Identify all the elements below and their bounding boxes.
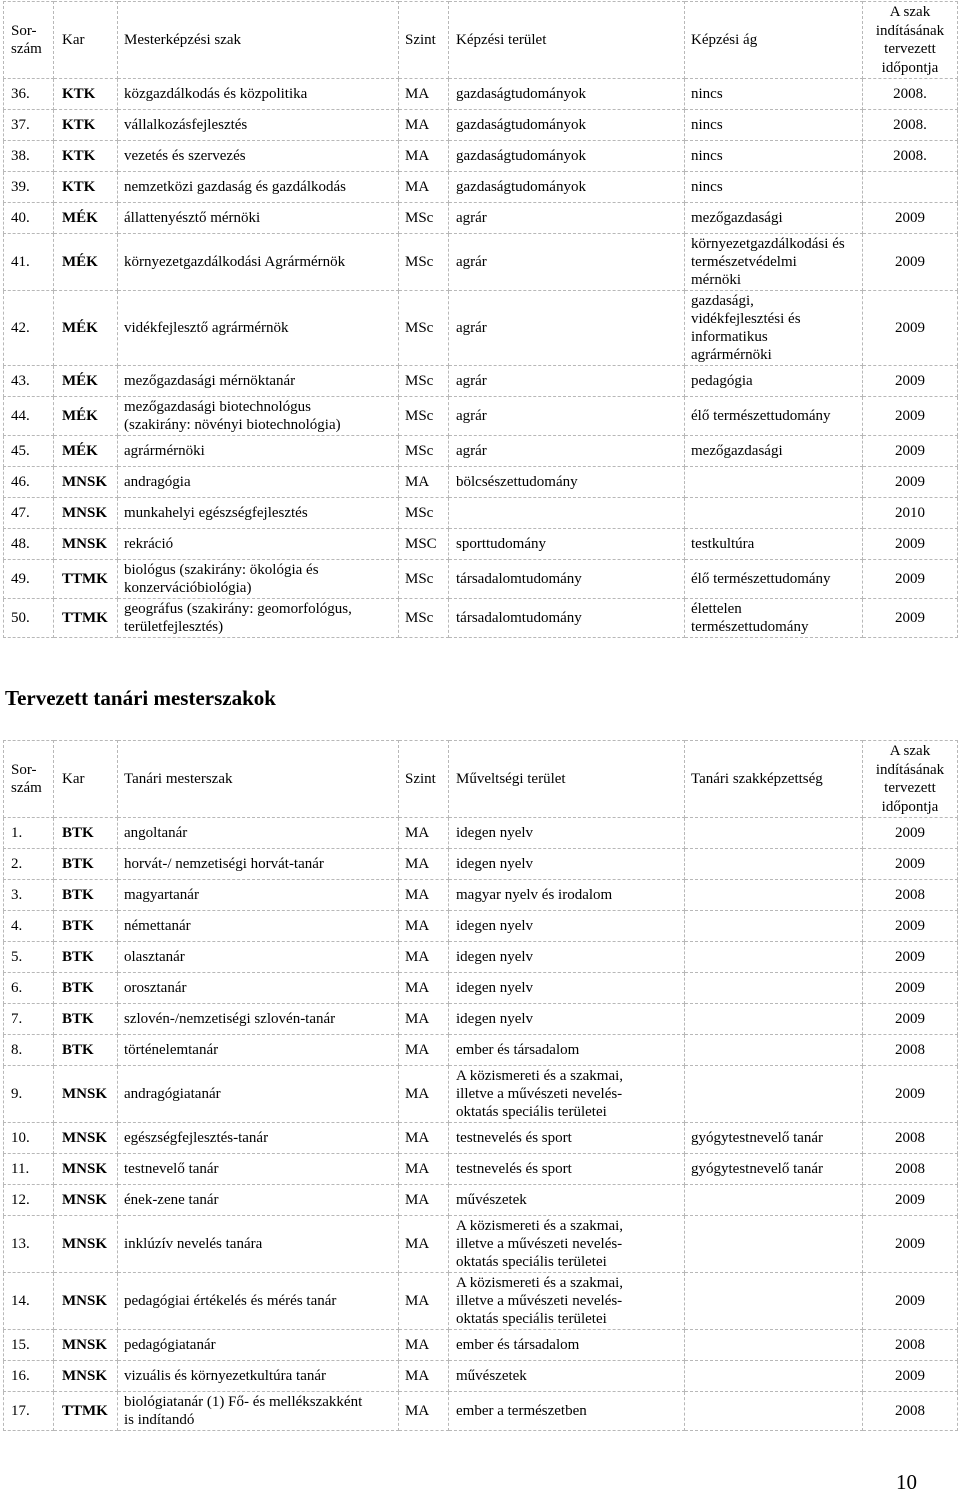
cell-level: MA (399, 1066, 449, 1123)
cell-training-branch: élettelen természettudomány (685, 599, 863, 638)
cell-teacher-qualification (685, 818, 863, 849)
table-row (4, 1123, 958, 1154)
table-row (4, 110, 958, 141)
cell-training-field: gazdaságtudományok (449, 141, 685, 172)
cell-row-number: 1. (4, 818, 54, 849)
cell-subject-area: testnevelés és sport (449, 1123, 685, 1154)
cell-teacher-qualification (685, 973, 863, 1004)
cell-subject-area: A közismereti és a szakmai, illetve a művészeti nevelés- oktatás speciális területei (449, 1273, 685, 1330)
cell-planned-start: 2008 (863, 1035, 958, 1066)
cell-planned-start: 2008 (863, 880, 958, 911)
table-row (4, 1392, 958, 1431)
cell-training-field: sporttudomány (449, 529, 685, 560)
table-row (4, 498, 958, 529)
cell-faculty: MÉK (54, 436, 118, 467)
table-row (4, 560, 958, 599)
cell-subject-area: magyar nyelv és irodalom (449, 880, 685, 911)
cell-teacher-qualification (685, 849, 863, 880)
cell-faculty: MNSK (54, 498, 118, 529)
cell-row-number: 4. (4, 911, 54, 942)
cell-faculty: BTK (54, 942, 118, 973)
cell-teacher-program: egészségfejlesztés-tanár (118, 1123, 399, 1154)
cell-subject-area: ember a természetben (449, 1392, 685, 1431)
cell-planned-start: 2008 (863, 1330, 958, 1361)
cell-faculty: MNSK (54, 1216, 118, 1273)
cell-level: MSc (399, 436, 449, 467)
cell-teacher-qualification: gyógytestnevelő tanár (685, 1123, 863, 1154)
cell-training-branch: pedagógia (685, 366, 863, 397)
cell-level: MA (399, 818, 449, 849)
cell-master-program: vidékfejlesztő agrármérnök (118, 291, 399, 366)
column-header-subject-area: Műveltségi terület (449, 741, 685, 818)
cell-faculty: MNSK (54, 1066, 118, 1123)
cell-level: MA (399, 172, 449, 203)
cell-master-program: vállalkozásfejlesztés (118, 110, 399, 141)
cell-training-field: agrár (449, 234, 685, 291)
cell-training-branch: élő természettudomány (685, 560, 863, 599)
column-header-level: Szint (399, 741, 449, 818)
cell-teacher-program: némettanár (118, 911, 399, 942)
cell-planned-start: 2009 (863, 560, 958, 599)
cell-training-field: társadalomtudomány (449, 599, 685, 638)
cell-master-program: nemzetközi gazdaság és gazdálkodás (118, 172, 399, 203)
cell-teacher-qualification (685, 880, 863, 911)
cell-level: MA (399, 467, 449, 498)
header-row (4, 2, 958, 79)
table-row (4, 172, 958, 203)
master-programs-table (3, 1, 958, 638)
cell-row-number: 40. (4, 203, 54, 234)
table-row (4, 467, 958, 498)
cell-planned-start (863, 172, 958, 203)
cell-level: MA (399, 1035, 449, 1066)
cell-level: MA (399, 1392, 449, 1431)
cell-master-program: andragógia (118, 467, 399, 498)
cell-subject-area: idegen nyelv (449, 911, 685, 942)
cell-teacher-program: szlovén-/nemzetiségi szlovén-tanár (118, 1004, 399, 1035)
cell-master-program: munkahelyi egészségfejlesztés (118, 498, 399, 529)
cell-planned-start: 2009 (863, 1185, 958, 1216)
cell-teacher-qualification (685, 942, 863, 973)
cell-planned-start: 2009 (863, 911, 958, 942)
cell-planned-start: 2009 (863, 942, 958, 973)
cell-teacher-program: történelemtanár (118, 1035, 399, 1066)
cell-master-program: közgazdálkodás és közpolitika (118, 79, 399, 110)
table-row (4, 203, 958, 234)
cell-planned-start: 2008 (863, 1392, 958, 1431)
cell-row-number: 15. (4, 1330, 54, 1361)
cell-row-number: 11. (4, 1154, 54, 1185)
cell-level: MSC (399, 529, 449, 560)
cell-row-number: 50. (4, 599, 54, 638)
cell-level: MA (399, 973, 449, 1004)
cell-row-number: 38. (4, 141, 54, 172)
cell-row-number: 17. (4, 1392, 54, 1431)
cell-row-number: 10. (4, 1123, 54, 1154)
cell-teacher-qualification (685, 1361, 863, 1392)
cell-row-number: 43. (4, 366, 54, 397)
cell-training-branch: gazdasági, vidékfejlesztési és informatikus agrármérnöki (685, 291, 863, 366)
cell-row-number: 2. (4, 849, 54, 880)
cell-row-number: 45. (4, 436, 54, 467)
cell-training-field (449, 498, 685, 529)
cell-row-number: 3. (4, 880, 54, 911)
cell-training-field: gazdaságtudományok (449, 79, 685, 110)
cell-faculty: MNSK (54, 1330, 118, 1361)
cell-training-branch (685, 498, 863, 529)
cell-row-number: 8. (4, 1035, 54, 1066)
cell-faculty: MÉK (54, 203, 118, 234)
cell-level: MA (399, 1273, 449, 1330)
cell-subject-area: művészetek (449, 1185, 685, 1216)
section-title: Tervezett tanári mesterszakok (5, 686, 276, 710)
cell-faculty: MNSK (54, 1123, 118, 1154)
cell-planned-start: 2009 (863, 436, 958, 467)
cell-teacher-qualification (685, 1330, 863, 1361)
cell-teacher-qualification (685, 1392, 863, 1431)
cell-training-branch (685, 467, 863, 498)
table-row (4, 436, 958, 467)
column-header-master-program: Mesterképzési szak (118, 2, 399, 79)
cell-row-number: 42. (4, 291, 54, 366)
header-row (4, 741, 958, 818)
cell-row-number: 49. (4, 560, 54, 599)
cell-subject-area: idegen nyelv (449, 973, 685, 1004)
cell-planned-start: 2008. (863, 141, 958, 172)
cell-teacher-program: olasztanár (118, 942, 399, 973)
cell-master-program: agrármérnöki (118, 436, 399, 467)
cell-planned-start: 2009 (863, 599, 958, 638)
cell-faculty: BTK (54, 880, 118, 911)
column-header-faculty: Kar (54, 2, 118, 79)
column-header-training-field: Képzési terület (449, 2, 685, 79)
table-row (4, 973, 958, 1004)
cell-row-number: 9. (4, 1066, 54, 1123)
cell-training-field: társadalomtudomány (449, 560, 685, 599)
cell-level: MA (399, 110, 449, 141)
cell-teacher-program: andragógiatanár (118, 1066, 399, 1123)
cell-faculty: MNSK (54, 1185, 118, 1216)
table-row (4, 1066, 958, 1123)
cell-training-branch: élő természettudomány (685, 397, 863, 436)
cell-planned-start: 2010 (863, 498, 958, 529)
cell-level: MSc (399, 397, 449, 436)
cell-master-program: biológus (szakirány: ökológia és konzervációbiológia) (118, 560, 399, 599)
cell-planned-start: 2009 (863, 467, 958, 498)
table-row (4, 911, 958, 942)
cell-row-number: 41. (4, 234, 54, 291)
cell-subject-area: testnevelés és sport (449, 1154, 685, 1185)
cell-master-program: mezőgazdasági biotechnológus (szakirány: növényi biotechnológia) (118, 397, 399, 436)
cell-row-number: 37. (4, 110, 54, 141)
cell-level: MA (399, 1216, 449, 1273)
cell-subject-area: idegen nyelv (449, 1004, 685, 1035)
cell-faculty: MÉK (54, 397, 118, 436)
cell-training-branch: nincs (685, 172, 863, 203)
cell-subject-area: idegen nyelv (449, 849, 685, 880)
cell-faculty: MNSK (54, 1361, 118, 1392)
column-header-teacher-qualification: Tanári szakképzettség (685, 741, 863, 818)
cell-training-field: agrár (449, 203, 685, 234)
cell-subject-area: A közismereti és a szakmai, illetve a művészeti nevelés- oktatás speciális területei (449, 1216, 685, 1273)
table-row (4, 529, 958, 560)
table-row (4, 366, 958, 397)
cell-planned-start: 2008. (863, 79, 958, 110)
cell-teacher-qualification (685, 1273, 863, 1330)
cell-planned-start: 2009 (863, 234, 958, 291)
cell-faculty: TTMK (54, 560, 118, 599)
cell-training-branch: környezetgazdálkodási és természetvédelmi mérnöki (685, 234, 863, 291)
cell-training-branch: mezőgazdasági (685, 203, 863, 234)
cell-planned-start: 2009 (863, 1004, 958, 1035)
cell-faculty: BTK (54, 818, 118, 849)
table-row (4, 1154, 958, 1185)
cell-faculty: TTMK (54, 599, 118, 638)
cell-faculty: MNSK (54, 467, 118, 498)
cell-planned-start: 2009 (863, 529, 958, 560)
table-header (4, 741, 958, 818)
table-row (4, 141, 958, 172)
cell-planned-start: 2009 (863, 849, 958, 880)
cell-planned-start: 2009 (863, 818, 958, 849)
cell-row-number: 47. (4, 498, 54, 529)
cell-row-number: 16. (4, 1361, 54, 1392)
cell-teacher-program: pedagógiatanár (118, 1330, 399, 1361)
cell-teacher-qualification: gyógytestnevelő tanár (685, 1154, 863, 1185)
cell-teacher-qualification (685, 1004, 863, 1035)
cell-level: MA (399, 79, 449, 110)
cell-training-field: bölcsészettudomány (449, 467, 685, 498)
cell-teacher-program: angoltanár (118, 818, 399, 849)
cell-subject-area: művészetek (449, 1361, 685, 1392)
table-row (4, 79, 958, 110)
cell-training-branch: nincs (685, 110, 863, 141)
table-row (4, 942, 958, 973)
cell-row-number: 13. (4, 1216, 54, 1273)
table-row (4, 1330, 958, 1361)
table-body (4, 79, 958, 638)
cell-subject-area: ember és társadalom (449, 1035, 685, 1066)
cell-level: MA (399, 1185, 449, 1216)
cell-level: MSc (399, 366, 449, 397)
cell-row-number: 7. (4, 1004, 54, 1035)
cell-teacher-program: orosztanár (118, 973, 399, 1004)
cell-teacher-program: ének-zene tanár (118, 1185, 399, 1216)
table-row (4, 1004, 958, 1035)
cell-planned-start: 2009 (863, 1273, 958, 1330)
table-row (4, 234, 958, 291)
cell-planned-start: 2009 (863, 1066, 958, 1123)
cell-teacher-program: testnevelő tanár (118, 1154, 399, 1185)
cell-faculty: MNSK (54, 529, 118, 560)
cell-level: MA (399, 942, 449, 973)
cell-row-number: 36. (4, 79, 54, 110)
column-header-training-branch: Képzési ág (685, 2, 863, 79)
column-header-teacher-program: Tanári mesterszak (118, 741, 399, 818)
cell-level: MA (399, 911, 449, 942)
cell-training-field: agrár (449, 397, 685, 436)
cell-planned-start: 2009 (863, 1361, 958, 1392)
cell-row-number: 44. (4, 397, 54, 436)
table-row (4, 1216, 958, 1273)
cell-teacher-program: horvát-/ nemzetiségi horvát-tanár (118, 849, 399, 880)
column-header-level: Szint (399, 2, 449, 79)
cell-row-number: 14. (4, 1273, 54, 1330)
cell-teacher-program: vizuális és környezetkultúra tanár (118, 1361, 399, 1392)
column-header-planned-start: A szak indításának tervezett időpontja (863, 741, 958, 818)
cell-teacher-qualification (685, 1066, 863, 1123)
cell-planned-start: 2008. (863, 110, 958, 141)
cell-training-field: agrár (449, 436, 685, 467)
cell-faculty: MÉK (54, 366, 118, 397)
table-row (4, 880, 958, 911)
cell-teacher-program: pedagógiai értékelés és mérés tanár (118, 1273, 399, 1330)
cell-row-number: 12. (4, 1185, 54, 1216)
cell-faculty: BTK (54, 849, 118, 880)
cell-training-field: gazdaságtudományok (449, 110, 685, 141)
cell-faculty: MNSK (54, 1154, 118, 1185)
cell-master-program: mezőgazdasági mérnöktanár (118, 366, 399, 397)
cell-teacher-qualification (685, 1035, 863, 1066)
cell-master-program: vezetés és szervezés (118, 141, 399, 172)
cell-faculty: BTK (54, 911, 118, 942)
table-row (4, 1035, 958, 1066)
cell-faculty: KTK (54, 110, 118, 141)
column-header-row-number: Sor- szám (4, 2, 54, 79)
table-header (4, 2, 958, 79)
cell-faculty: BTK (54, 1004, 118, 1035)
column-header-row-number: Sor- szám (4, 741, 54, 818)
cell-level: MA (399, 1123, 449, 1154)
cell-level: MSc (399, 234, 449, 291)
column-header-planned-start: A szak indításának tervezett időpontja (863, 2, 958, 79)
cell-master-program: rekráció (118, 529, 399, 560)
teacher-programs-table (3, 740, 958, 1431)
cell-level: MA (399, 141, 449, 172)
table-row (4, 397, 958, 436)
cell-faculty: MÉK (54, 234, 118, 291)
cell-master-program: környezetgazdálkodási Agrármérnök (118, 234, 399, 291)
cell-row-number: 39. (4, 172, 54, 203)
cell-row-number: 6. (4, 973, 54, 1004)
cell-training-field: agrár (449, 366, 685, 397)
cell-training-field: gazdaságtudományok (449, 172, 685, 203)
cell-level: MA (399, 1154, 449, 1185)
cell-planned-start: 2009 (863, 203, 958, 234)
cell-level: MSc (399, 203, 449, 234)
cell-training-branch: nincs (685, 79, 863, 110)
page-number: 10 (896, 1470, 917, 1494)
table-row (4, 849, 958, 880)
cell-level: MA (399, 1361, 449, 1392)
cell-planned-start: 2009 (863, 1216, 958, 1273)
table-row (4, 1361, 958, 1392)
table-row (4, 818, 958, 849)
cell-faculty: MNSK (54, 1273, 118, 1330)
cell-subject-area: idegen nyelv (449, 818, 685, 849)
cell-faculty: KTK (54, 79, 118, 110)
table-body (4, 818, 958, 1431)
cell-row-number: 46. (4, 467, 54, 498)
cell-subject-area: A közismereti és a szakmai, illetve a művészeti nevelés- oktatás speciális területei (449, 1066, 685, 1123)
cell-faculty: BTK (54, 1035, 118, 1066)
cell-level: MSc (399, 599, 449, 638)
table-row (4, 1185, 958, 1216)
column-header-faculty: Kar (54, 741, 118, 818)
cell-faculty: MÉK (54, 291, 118, 366)
cell-level: MA (399, 1004, 449, 1035)
cell-planned-start: 2009 (863, 397, 958, 436)
cell-teacher-qualification (685, 911, 863, 942)
cell-level: MA (399, 849, 449, 880)
cell-teacher-program: biológiatanár (1) Fő- és mellékszakként is indítandó (118, 1392, 399, 1431)
cell-training-branch: nincs (685, 141, 863, 172)
cell-training-field: agrár (449, 291, 685, 366)
cell-subject-area: idegen nyelv (449, 942, 685, 973)
cell-row-number: 5. (4, 942, 54, 973)
cell-planned-start: 2008 (863, 1154, 958, 1185)
cell-faculty: TTMK (54, 1392, 118, 1431)
cell-teacher-program: magyartanár (118, 880, 399, 911)
cell-level: MA (399, 1330, 449, 1361)
cell-planned-start: 2009 (863, 291, 958, 366)
cell-master-program: geográfus (szakirány: geomorfológus, területfejlesztés) (118, 599, 399, 638)
cell-training-branch: mezőgazdasági (685, 436, 863, 467)
table-row (4, 1273, 958, 1330)
cell-master-program: állattenyésztő mérnöki (118, 203, 399, 234)
cell-faculty: BTK (54, 973, 118, 1004)
cell-teacher-qualification (685, 1185, 863, 1216)
cell-planned-start: 2009 (863, 973, 958, 1004)
cell-level: MSc (399, 498, 449, 529)
cell-training-branch: testkultúra (685, 529, 863, 560)
table-row (4, 599, 958, 638)
cell-faculty: KTK (54, 172, 118, 203)
cell-subject-area: ember és társadalom (449, 1330, 685, 1361)
cell-teacher-program: inklúzív nevelés tanára (118, 1216, 399, 1273)
cell-level: MA (399, 880, 449, 911)
cell-planned-start: 2008 (863, 1123, 958, 1154)
cell-teacher-qualification (685, 1216, 863, 1273)
cell-level: MSc (399, 560, 449, 599)
cell-faculty: KTK (54, 141, 118, 172)
table-row (4, 291, 958, 366)
cell-planned-start: 2009 (863, 366, 958, 397)
cell-row-number: 48. (4, 529, 54, 560)
cell-level: MSc (399, 291, 449, 366)
